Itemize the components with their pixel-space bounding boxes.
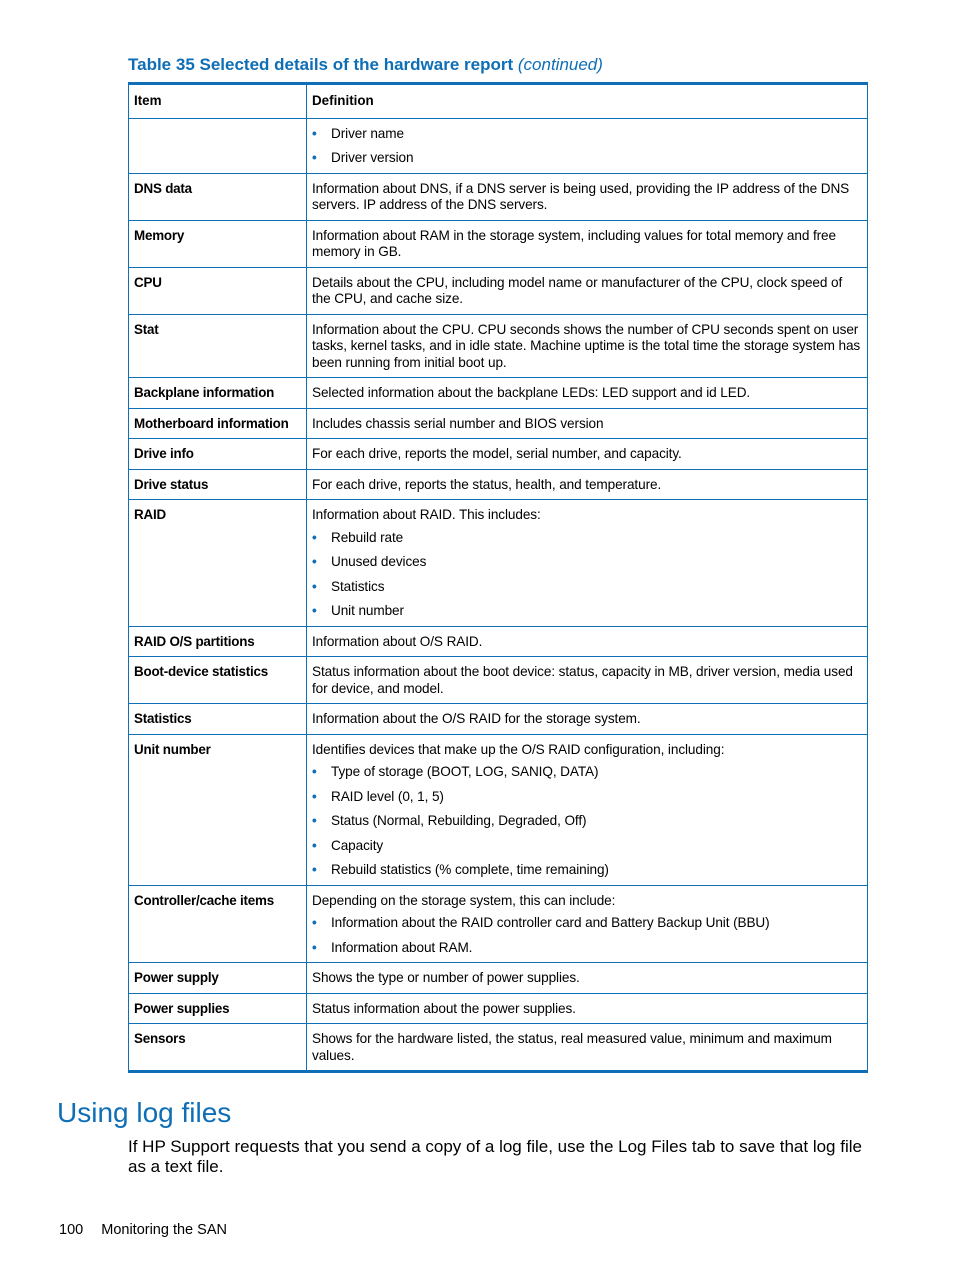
definition-text: Status information about the boot device: status, capacity in MB, driver version, media used for device, and model. — [312, 664, 853, 696]
table-row — [129, 963, 868, 994]
row-item-name: Power supplies — [129, 993, 307, 1024]
row-definition — [307, 378, 868, 409]
definition-text: Information about the O/S RAID for the storage system. — [312, 711, 641, 726]
definition-text: Selected information about the backplane LEDs: LED support and id LED. — [312, 385, 751, 400]
definition-bullet-list — [312, 764, 862, 879]
row-definition — [307, 993, 868, 1024]
row-item-name: Statistics — [129, 704, 307, 735]
table-row — [129, 118, 868, 173]
row-definition — [307, 408, 868, 439]
row-definition — [307, 626, 868, 657]
list-item — [312, 940, 862, 957]
list-item — [312, 126, 862, 143]
list-item — [312, 813, 862, 830]
definition-text: Information about RAM in the storage system, including values for total memory and free memory in GB. — [312, 227, 836, 259]
definition-text: Information about O/S RAID. — [312, 633, 483, 649]
hardware-report-table — [128, 82, 868, 1073]
list-item-text: Rebuild rate — [331, 529, 404, 545]
bullet-icon: • — [312, 125, 317, 141]
row-item-name: Power supply — [129, 963, 307, 994]
list-item — [312, 862, 862, 879]
row-item-name: Backplane information — [129, 378, 307, 409]
row-item-name: Controller/cache items — [129, 885, 307, 963]
section-body: If HP Support requests that you send a copy of a log file, use the Log Files tab to save that log file as a text file. — [128, 1137, 862, 1176]
bullet-icon: • — [312, 603, 317, 618]
list-item — [312, 764, 862, 781]
row-item-name: Unit number — [129, 734, 307, 885]
definition-bullet-list — [312, 126, 862, 167]
row-definition — [307, 469, 868, 500]
list-item-text: Status (Normal, Rebuilding, Degraded, Off) — [331, 813, 587, 828]
bullet-icon: • — [312, 813, 317, 828]
list-item — [312, 603, 862, 620]
table-caption-continued: (continued) — [517, 55, 603, 74]
table-row — [129, 734, 868, 885]
table-row — [129, 885, 868, 963]
list-item — [312, 554, 862, 571]
bullet-icon: • — [312, 915, 317, 930]
list-item — [312, 530, 862, 547]
table-row — [129, 704, 868, 735]
list-item-text: Statistics — [331, 578, 385, 594]
row-definition — [307, 267, 868, 314]
definition-text: Depending on the storage system, this can include: — [312, 892, 616, 908]
row-item-name: Drive status — [129, 469, 307, 500]
bullet-icon: • — [312, 764, 317, 779]
definition-text: Details about the CPU, including model name or manufacturer of the CPU, clock speed of the CPU, and cache size. — [312, 274, 843, 306]
row-definition — [307, 439, 868, 470]
bullet-icon: • — [312, 837, 317, 853]
row-definition — [307, 118, 868, 173]
column-header-definition: Definition — [307, 84, 868, 119]
list-item-text: Information about the RAID controller card and Battery Backup Unit (BBU) — [331, 915, 770, 930]
table-caption — [128, 55, 603, 75]
list-item-text: Rebuild statistics (% complete, time remaining) — [331, 862, 609, 877]
list-item-text: Driver version — [331, 150, 414, 165]
list-item-text: Capacity — [331, 837, 384, 853]
definition-text: Identifies devices that make up the O/S RAID configuration, including: — [312, 741, 725, 757]
table-row — [129, 993, 868, 1024]
bullet-icon: • — [312, 150, 317, 165]
table-caption-title: Table 35 Selected details of the hardware report — [128, 55, 514, 74]
list-item-text: RAID level (0, 1, 5) — [331, 788, 444, 804]
page-footer — [59, 1222, 227, 1238]
table-row — [129, 469, 868, 500]
row-item-name: Sensors — [129, 1024, 307, 1072]
row-item-name: Memory — [129, 220, 307, 267]
bullet-icon: • — [312, 554, 317, 569]
table-row — [129, 267, 868, 314]
bullet-icon: • — [312, 578, 317, 594]
row-definition — [307, 500, 868, 627]
definition-text: For each drive, reports the model, serial number, and capacity. — [312, 446, 682, 461]
list-item — [312, 150, 862, 167]
table-row — [129, 220, 868, 267]
row-item-name: CPU — [129, 267, 307, 314]
definition-text: Includes chassis serial number and BIOS version — [312, 415, 604, 431]
column-header-item: Item — [129, 84, 307, 119]
row-definition — [307, 734, 868, 885]
row-item-name: RAID — [129, 500, 307, 627]
list-item — [312, 838, 862, 855]
list-item-text: Unit number — [331, 603, 404, 618]
definition-text: Status information about the power supplies. — [312, 1000, 576, 1016]
row-item-name: Drive info — [129, 439, 307, 470]
table-row — [129, 439, 868, 470]
list-item-text: Unused devices — [331, 554, 427, 569]
bullet-icon: • — [312, 862, 317, 877]
page-number: 100 — [59, 1222, 84, 1238]
definition-text: Shows the type or number of power supplies. — [312, 970, 580, 985]
row-item-name: Stat — [129, 314, 307, 378]
bullet-icon: • — [312, 788, 317, 804]
table-row — [129, 173, 868, 220]
table-row — [129, 408, 868, 439]
list-item-text: Type of storage (BOOT, LOG, SANIQ, DATA) — [331, 764, 599, 779]
row-definition — [307, 314, 868, 378]
table-row — [129, 626, 868, 657]
row-item-name — [129, 118, 307, 173]
list-item — [312, 579, 862, 596]
table-row — [129, 657, 868, 704]
definition-text: Shows for the hardware listed, the status, real measured value, minimum and maximum values. — [312, 1031, 832, 1063]
bullet-icon: • — [312, 939, 317, 955]
row-definition — [307, 657, 868, 704]
list-item-text: Information about RAM. — [331, 939, 473, 955]
list-item — [312, 789, 862, 806]
row-item-name: Motherboard information — [129, 408, 307, 439]
definition-text: Information about RAID. This includes: — [312, 507, 541, 522]
definition-bullet-list — [312, 915, 862, 956]
row-definition — [307, 1024, 868, 1072]
table-row — [129, 500, 868, 627]
definition-bullet-list — [312, 530, 862, 620]
list-item — [312, 915, 862, 932]
row-item-name: DNS data — [129, 173, 307, 220]
section-title: Using log files — [57, 1097, 232, 1128]
row-item-name: Boot-device statistics — [129, 657, 307, 704]
chapter-name: Monitoring the SAN — [101, 1222, 227, 1238]
table-row — [129, 1024, 868, 1072]
row-definition — [307, 704, 868, 735]
table-body — [129, 118, 868, 1072]
row-definition — [307, 963, 868, 994]
table-header-row — [129, 84, 868, 119]
table-row — [129, 314, 868, 378]
definition-text: Information about DNS, if a DNS server is being used, providing the IP address of the DNS servers. IP address of the DNS servers. — [312, 180, 850, 212]
definition-text: Information about the CPU. CPU seconds shows the number of CPU seconds spent on user tasks, kernel tasks, and in idle state. Machine uptime is the total time the storage system has been running from initial boot up. — [312, 321, 861, 370]
definition-text: For each drive, reports the status, health, and temperature. — [312, 476, 662, 492]
table-row — [129, 378, 868, 409]
list-item-text: Driver name — [331, 125, 404, 141]
row-definition — [307, 885, 868, 963]
row-definition — [307, 173, 868, 220]
row-definition — [307, 220, 868, 267]
bullet-icon: • — [312, 529, 317, 545]
row-item-name: RAID O/S partitions — [129, 626, 307, 657]
